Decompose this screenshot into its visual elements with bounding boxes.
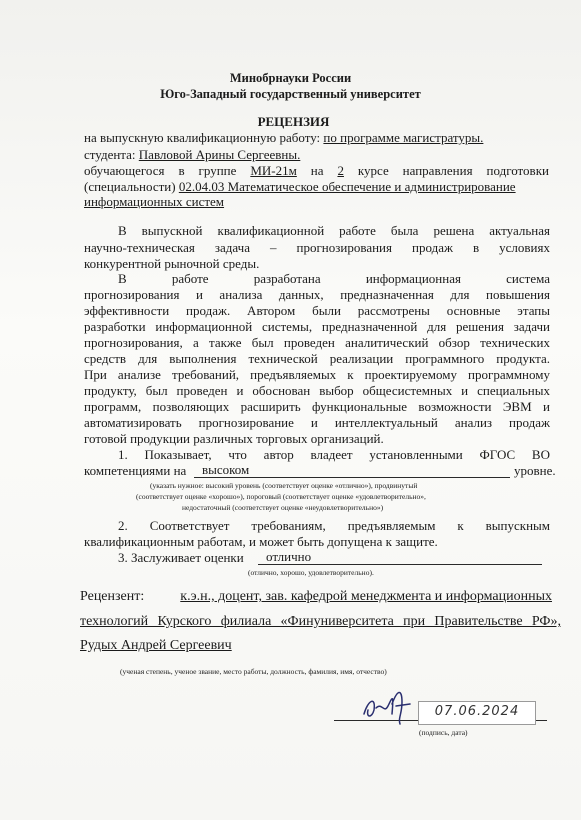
intro-word: подготовки bbox=[486, 163, 549, 178]
intro-line-1 bbox=[84, 130, 483, 146]
p1-line-2: научно-техническая задача – прогнозирования продаж в условиях bbox=[84, 240, 550, 255]
p2-line-5: прогнозирования, а также был проведен аналитический обзор технических bbox=[84, 335, 550, 350]
item2-line-2: квалификационным работам, и может быть допущена к защите. bbox=[84, 534, 438, 549]
signature-date: 07.06.2024 bbox=[434, 704, 520, 719]
reviewer-name: Рудых Андрей Сергеевич bbox=[80, 638, 232, 653]
competence-level: высоком bbox=[202, 462, 250, 477]
p1-line-1: В выпускной квалификационной работе была решена актуальная bbox=[118, 223, 550, 238]
p2-line-4: разработки информационной системы, предназначенной для решения задачи bbox=[84, 319, 550, 334]
item3-prefix: 3. Заслуживает оценки bbox=[118, 550, 244, 565]
p2-line-2: прогнозирования и анализа данных, предназначенная для повышения bbox=[84, 287, 550, 302]
reviewer-label: Рецензент: bbox=[80, 589, 145, 604]
reviewer-line-1 bbox=[80, 589, 552, 605]
signature-date-box bbox=[418, 701, 536, 725]
intro-line-4 bbox=[84, 179, 516, 195]
p2-line-11: готовой продукции различных торговых организаций. bbox=[84, 431, 384, 446]
intro-word: курсе bbox=[357, 163, 389, 178]
intro-line-3 bbox=[84, 163, 549, 179]
final-grade: отлично bbox=[266, 549, 312, 564]
p2-line-8: продукту, был проведен и обоснован выбор общесистемных и специальных bbox=[84, 383, 550, 398]
signature-note: (подпись, дата) bbox=[419, 728, 468, 737]
intro-line-2 bbox=[84, 147, 300, 163]
intro-line-4-prefix: (специальности) bbox=[84, 179, 176, 194]
course-number: 2 bbox=[337, 163, 344, 178]
reviewer-line-2: технологий Курского филиала «Финуниверситета при Правительстве РФ», bbox=[80, 614, 561, 629]
work-program: по программе магистратуры. bbox=[323, 130, 484, 145]
intro-line-1-prefix: на выпускную квалификационную работу: bbox=[84, 130, 321, 145]
p2-line-3: эффективности продаж. Автором были рассмотрены основные этапы bbox=[84, 303, 550, 318]
ministry-name: Минобрнауки России bbox=[229, 71, 352, 85]
reviewer-position: к.э.н., доцент, зав. кафедрой менеджмента и информационных bbox=[180, 589, 552, 604]
grade-note: (отлично, хорошо, удовлетворительно). bbox=[248, 568, 374, 577]
intro-word: в bbox=[178, 163, 185, 178]
intro-line-2-prefix: студента: bbox=[84, 147, 136, 162]
reviewer-note: (ученая степень, ученое звание, место работы, должность, фамилия, имя, отчество) bbox=[120, 667, 387, 676]
level-note-1: (указать нужное: высокий уровень (соответствует оценке «отлично»), продвинутый bbox=[150, 481, 418, 490]
p2-line-9: программ, позволяющих расширить функциональные возможности ЭВМ и bbox=[84, 399, 550, 414]
intro-word: направления bbox=[402, 163, 473, 178]
p2-line-6: средств для выполнения технической реализации программного продукта. bbox=[84, 351, 550, 366]
signature-mark bbox=[358, 684, 418, 728]
level-underline bbox=[194, 477, 510, 478]
student-name: Павловой Арины Сергеевны. bbox=[138, 147, 301, 162]
item1-line-1: 1. Показывает, что автор владеет установленными ФГОС ВО bbox=[118, 447, 550, 462]
item1-suffix: уровне. bbox=[514, 463, 556, 478]
university-name: Юго-Западный государственный университет bbox=[160, 87, 421, 101]
grade-underline bbox=[258, 564, 542, 565]
specialty-cont: информационных систем bbox=[84, 194, 225, 209]
item1-prefix: компетенциями на bbox=[84, 463, 187, 478]
intro-word: на bbox=[310, 163, 324, 178]
intro-word: обучающегося bbox=[84, 163, 165, 178]
p1-line-3: конкурентной рыночной среды. bbox=[84, 256, 260, 271]
p2-line-10: автоматизировать прогнозирование и интеллектуальный анализ продаж bbox=[84, 415, 550, 430]
intro-word: группе bbox=[198, 163, 237, 178]
group-code: МИ-21м bbox=[250, 163, 297, 178]
item2-line-1: 2. Соответствует требованиям, предъявляемым к выпускным bbox=[118, 518, 550, 533]
level-note-3: недостаточный (соответствует оценке «неудовлетворительно») bbox=[182, 503, 384, 512]
p2-line-7: При анализе требований, предъявляемых к проектируемому программному bbox=[84, 367, 550, 382]
specialty: 02.04.03 Математическое обеспечение и администрирование bbox=[178, 179, 516, 194]
p2-line-1: В работе разработана информационная система bbox=[118, 271, 550, 286]
document-title: РЕЦЕНЗИЯ bbox=[257, 114, 330, 129]
level-note-2: (соответствует оценке «хорошо»), пороговый (соответствует оценке «удовлетворительно», bbox=[136, 492, 426, 501]
